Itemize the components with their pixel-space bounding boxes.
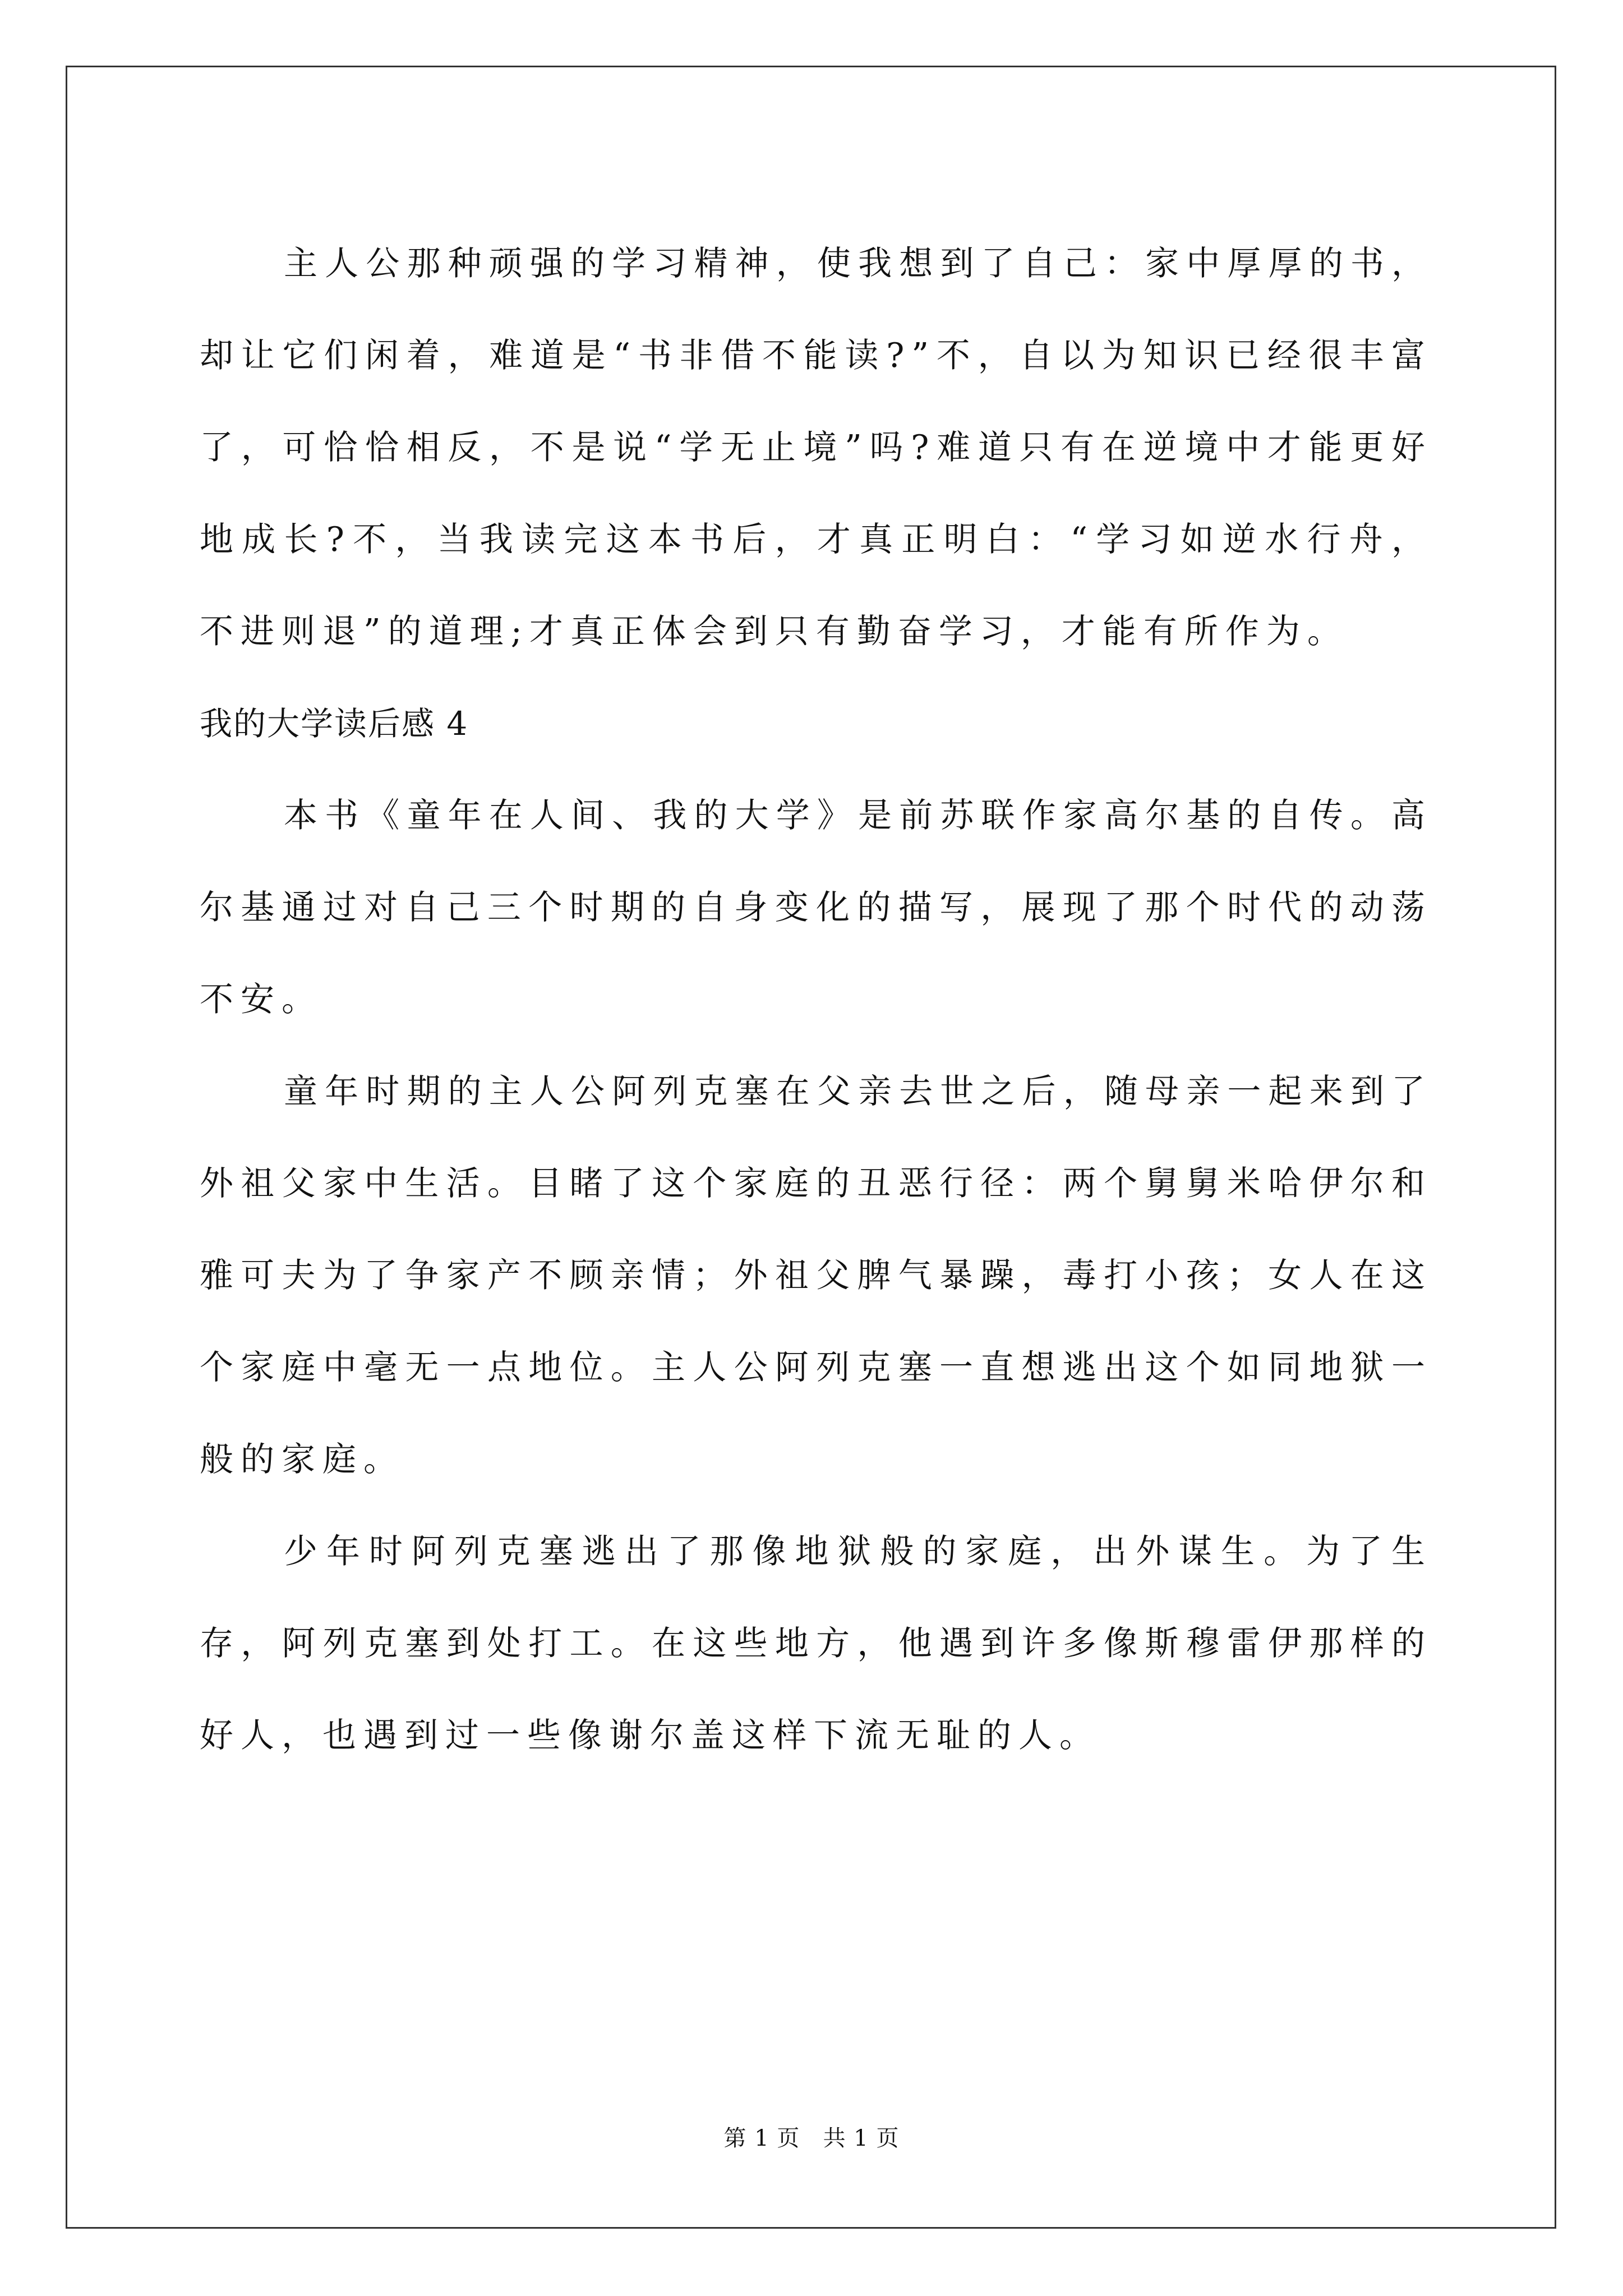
page-number: 第 1 页: [723, 2125, 800, 2151]
section-title: 我的大学读后感 4: [200, 705, 469, 743]
page-total: 共 1 页: [823, 2125, 900, 2151]
paragraph: 童年时期的主人公阿列克塞在父亲去世之后，随母亲一起来到了外祖父家中生活。目睹了这个家庭的丑恶行径：两个舅舅米哈伊尔和雅可夫为了争家产不顾亲情；外祖父脾气暴躁，毒打小孩；女人在这个家庭中毫无一点地位。主人公阿列克塞一直想逃出这个如同地狱一般的家庭。: [200, 1072, 1432, 1479]
document-body: [200, 218, 1432, 1782]
paragraph: 本书《童年在人间、我的大学》是前苏联作家高尔基的自传。高尔基通过对自己三个时期的自身变化的描写，展现了那个时代的动荡不安。: [200, 796, 1432, 1019]
page-footer: [0, 2120, 1623, 2152]
paragraph: 主人公那种顽强的学习精神，使我想到了自己：家中厚厚的书，却让它们闲着，难道是“书非借不能读?”不，自以为知识已经很丰富了，可恰恰相反，不是说“学无止境”吗?难道只有在逆境中才能更好地成长?不，当我读完这本书后，才真正明白：“学习如逆水行舟，不进则退”的道理;才真正体会到只有勤奋学习，才能有所作为。: [200, 244, 1432, 651]
paragraph: 少年时阿列克塞逃出了那像地狱般的家庭，出外谋生。为了生存，阿列克塞到处打工。在这些地方，他遇到许多像斯穆雷伊那样的好人，也遇到过一些像谢尔盖这样下流无耻的人。: [200, 1532, 1432, 1755]
